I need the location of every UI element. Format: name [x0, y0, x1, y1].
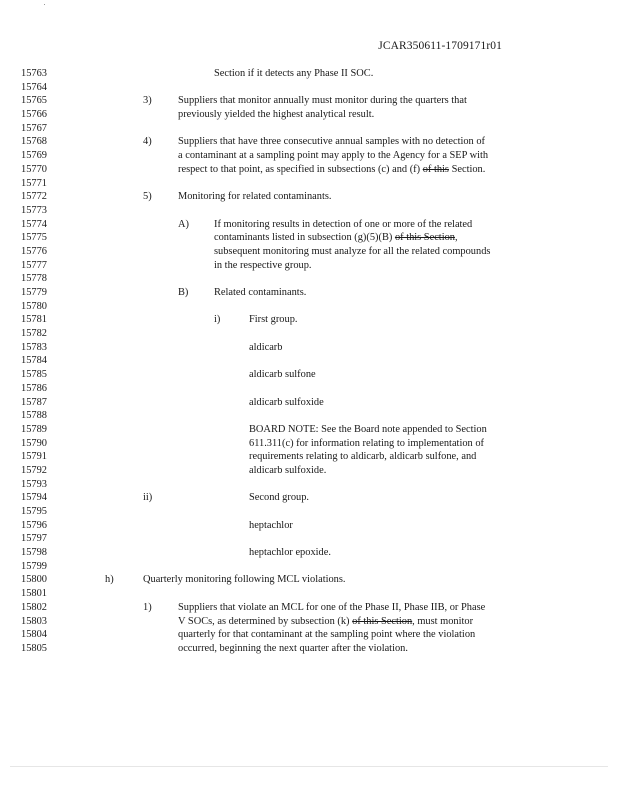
subsection-label: A) [178, 218, 189, 230]
line-number: 15803 [21, 615, 47, 627]
line-number: 15774 [21, 218, 47, 230]
line-15781 [0, 313, 618, 327]
line-number: 15788 [21, 410, 47, 422]
line-15772 [0, 190, 618, 204]
subsection-label: B) [178, 287, 189, 298]
text-segment: quarterly for that contaminant at the sampling point where the violation [178, 629, 476, 641]
line-number: 15795 [21, 506, 47, 517]
line-number: 15771 [21, 177, 47, 189]
text-segment: in the respective group. [214, 259, 312, 271]
text-segment: Section. [448, 163, 486, 175]
line-number: 15777 [21, 259, 47, 271]
text-segment: Section if it detects any Phase II SOC. [214, 68, 374, 79]
line-15771 [0, 177, 618, 191]
line-15764 [0, 81, 618, 95]
subsection-label: i) [214, 314, 221, 326]
line-text [178, 601, 485, 615]
line-15798 [0, 546, 618, 560]
line-15765 [0, 94, 618, 108]
subsection-label: 1) [143, 601, 152, 613]
line-number: 15804 [21, 629, 47, 641]
line-text [178, 163, 485, 177]
line-15802 [0, 601, 618, 615]
text-segment: First group. [249, 314, 298, 326]
subsection-label: ii) [143, 492, 153, 504]
line-number: 15769 [21, 150, 47, 162]
text-segment: Monitoring for related contaminants. [178, 191, 332, 203]
line-number: 15794 [21, 492, 47, 504]
line-15777 [0, 259, 618, 273]
line-15804 [0, 628, 618, 642]
line-text [249, 423, 487, 437]
text-segment: Second group. [249, 492, 310, 504]
struck-text: of this Section [394, 232, 455, 244]
line-number: 15800 [21, 574, 47, 586]
subsection-label: 4) [143, 136, 152, 148]
line-15788 [0, 409, 618, 423]
line-number: 15801 [21, 588, 47, 600]
line-15789 [0, 423, 618, 437]
line-text [249, 313, 298, 327]
line-15799 [0, 560, 618, 574]
line-number: 15766 [21, 109, 47, 121]
line-15791 [0, 450, 618, 464]
numbered-text-body [0, 67, 618, 656]
line-15805 [0, 642, 618, 656]
line-15770 [0, 163, 618, 177]
line-15803 [0, 615, 618, 629]
line-15796 [0, 519, 618, 533]
line-text [178, 615, 473, 629]
line-text [214, 286, 306, 300]
text-segment: heptachlor epoxide. [249, 547, 331, 559]
line-number: 15767 [21, 122, 47, 134]
line-number: 15770 [21, 163, 47, 175]
line-number: 15792 [21, 464, 47, 476]
line-number: 15783 [21, 341, 47, 353]
text-segment: Related contaminants. [214, 287, 307, 298]
page-bottom-edge [10, 766, 608, 767]
line-text [214, 245, 490, 259]
subsection-label: h) [105, 574, 114, 586]
line-15779 [0, 286, 618, 300]
line-text [249, 437, 484, 451]
line-number: 15787 [21, 396, 47, 408]
line-text [249, 519, 293, 533]
text-segment: aldicarb sulfone [249, 369, 316, 381]
line-text [143, 573, 346, 587]
line-number: 15775 [21, 232, 47, 244]
text-segment: subsequent monitoring must analyze for all the related compounds [214, 245, 491, 257]
line-15800 [0, 573, 618, 587]
line-15775 [0, 231, 618, 245]
line-15776 [0, 245, 618, 259]
line-text [214, 218, 472, 232]
line-text [249, 450, 476, 464]
line-text [214, 259, 312, 273]
text-segment: occurred, beginning the next quarter after the violation. [178, 642, 408, 654]
text-segment: , must monitor [412, 615, 474, 627]
text-segment: a contaminant at a sampling point may apply to the Agency for a SEP with [178, 150, 489, 162]
line-15784 [0, 354, 618, 368]
line-text [249, 491, 309, 505]
subsection-label: 5) [143, 191, 152, 203]
line-15787 [0, 396, 618, 410]
line-text [249, 368, 316, 382]
line-number: 15799 [21, 560, 47, 572]
line-15768 [0, 135, 618, 149]
line-text [178, 190, 332, 204]
document-id-header: JCAR350611-1709171r01 [378, 40, 502, 52]
line-text [178, 108, 374, 122]
scan-speck [44, 4, 45, 5]
line-text [214, 67, 373, 81]
text-segment: requirements relating to aldicarb, aldicarb sulfone, and [249, 451, 477, 463]
text-segment: contaminants listed in subsection (g)(5)(B) [214, 232, 395, 244]
text-segment: aldicarb sulfoxide [249, 396, 324, 408]
line-number: 15782 [21, 328, 47, 340]
line-text [249, 396, 324, 410]
subsection-label: 3) [143, 95, 152, 107]
line-text [178, 642, 408, 656]
line-number: 15789 [21, 423, 47, 435]
line-15773 [0, 204, 618, 218]
line-number: 15780 [21, 300, 47, 312]
line-number: 15781 [21, 314, 47, 326]
text-segment: aldicarb sulfoxide. [249, 464, 327, 476]
line-15766 [0, 108, 618, 122]
line-number: 15779 [21, 287, 47, 298]
line-15778 [0, 272, 618, 286]
line-number: 15791 [21, 451, 47, 463]
line-number: 15798 [21, 547, 47, 559]
text-segment: heptachlor [249, 519, 293, 531]
line-15792 [0, 464, 618, 478]
line-text [249, 464, 326, 478]
line-number: 15773 [21, 204, 47, 216]
line-number: 15797 [21, 533, 47, 545]
line-number: 15785 [21, 369, 47, 381]
line-number: 15805 [21, 642, 47, 654]
line-text [178, 94, 467, 108]
text-segment: If monitoring results in detection of one or more of the related [214, 218, 473, 230]
line-number: 15793 [21, 478, 47, 490]
line-number: 15768 [21, 136, 47, 148]
line-number: 15765 [21, 95, 47, 107]
text-segment: Quarterly monitoring following MCL violations. [143, 574, 346, 586]
text-segment: , [454, 232, 458, 244]
line-text [249, 341, 282, 355]
line-15801 [0, 587, 618, 601]
line-text [178, 135, 485, 149]
line-15774 [0, 218, 618, 232]
line-text [214, 231, 458, 245]
line-text [249, 546, 331, 560]
line-15790 [0, 437, 618, 451]
text-segment: V SOCs, as determined by subsection (k) [178, 615, 353, 627]
struck-text: of this Section [352, 615, 413, 627]
line-number: 15786 [21, 382, 47, 394]
line-number: 15772 [21, 191, 47, 203]
line-number: 15778 [21, 273, 47, 285]
line-15783 [0, 341, 618, 355]
line-number: 15784 [21, 355, 47, 367]
line-text [178, 149, 488, 163]
line-15795 [0, 505, 618, 519]
text-segment: previously yielded the highest analytical result. [178, 109, 375, 121]
line-15794 [0, 491, 618, 505]
line-number: 15763 [21, 68, 47, 79]
line-15769 [0, 149, 618, 163]
line-text [178, 628, 475, 642]
line-15780 [0, 300, 618, 314]
text-segment: 611.311(c) for information relating to implementation of [249, 437, 484, 449]
line-number: 15790 [21, 437, 47, 449]
line-15786 [0, 382, 618, 396]
text-segment: Suppliers that violate an MCL for one of the Phase II, Phase IIB, or Phase [178, 601, 486, 613]
line-15785 [0, 368, 618, 382]
line-15782 [0, 327, 618, 341]
struck-text: of this [422, 163, 449, 175]
line-15767 [0, 122, 618, 136]
line-number: 15776 [21, 245, 47, 257]
text-segment: Suppliers that have three consecutive annual samples with no detection of [178, 136, 486, 148]
text-segment: aldicarb [249, 341, 283, 353]
text-segment: Suppliers that monitor annually must monitor during the quarters that [178, 95, 467, 107]
line-15797 [0, 532, 618, 546]
text-segment: respect to that point, as specified in subsections (c) and (f) [178, 163, 423, 175]
line-15793 [0, 478, 618, 492]
line-number: 15802 [21, 601, 47, 613]
text-segment: BOARD NOTE: See the Board note appended to Section [249, 423, 487, 435]
line-15763 [0, 67, 618, 81]
line-number: 15796 [21, 519, 47, 531]
line-number: 15764 [21, 81, 47, 93]
